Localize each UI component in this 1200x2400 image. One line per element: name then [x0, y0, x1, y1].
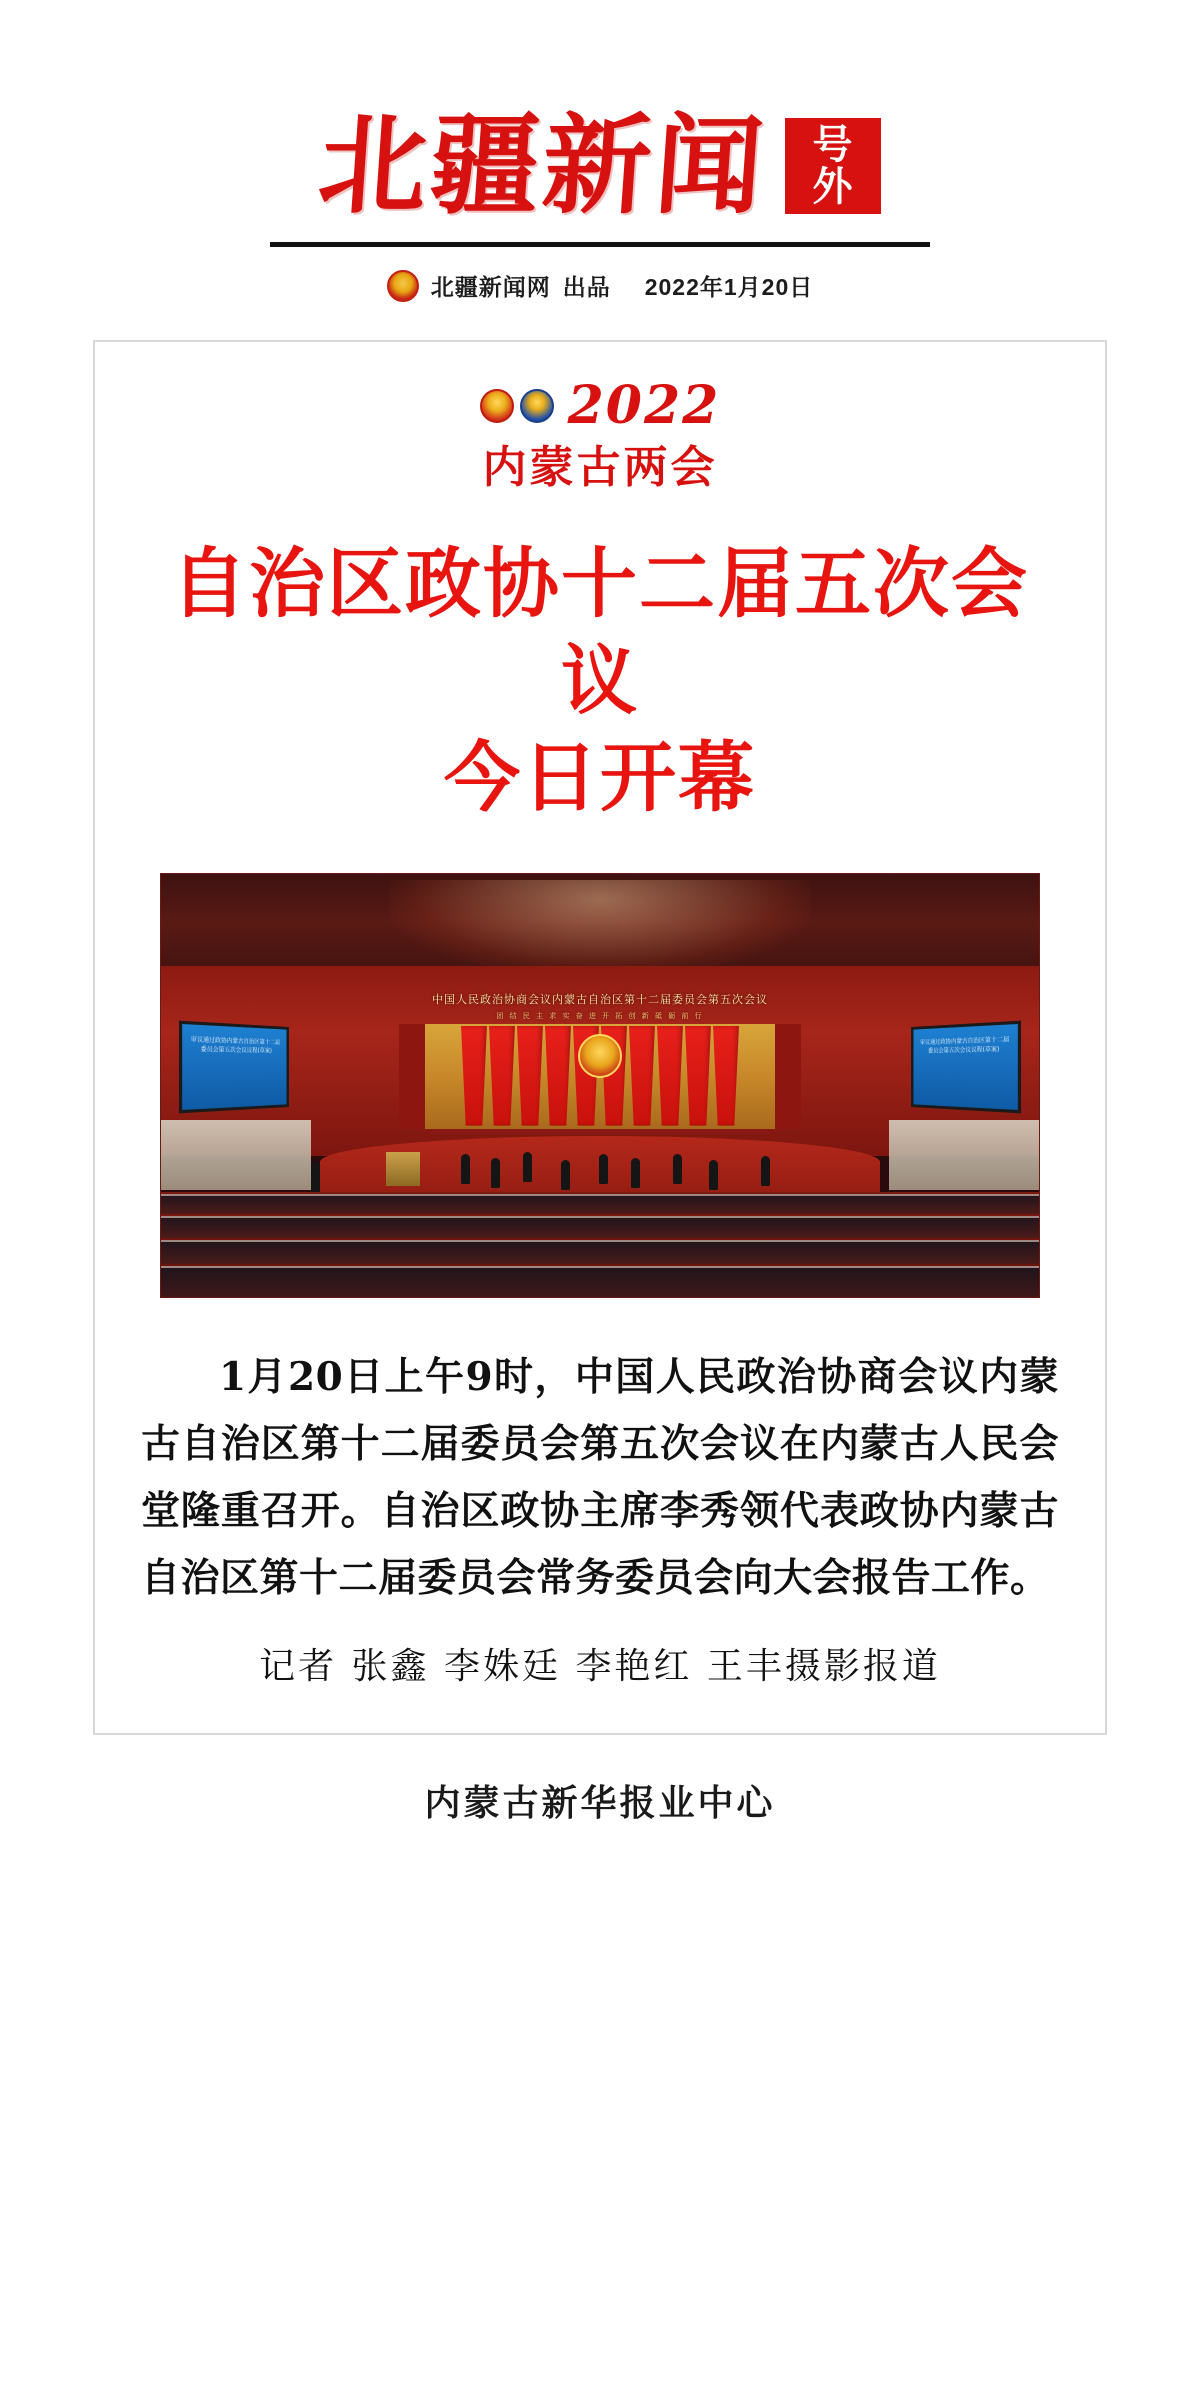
masthead-subline: [387, 269, 814, 302]
two-sessions-emblems: [480, 389, 554, 423]
footer-publisher: 内蒙古新华报业中心: [424, 1781, 776, 1824]
badge-line-2: 外: [812, 163, 854, 210]
conference-hall-photo: [160, 873, 1040, 1298]
masthead-date: 2022年1月20日: [644, 274, 814, 300]
masthead-produced-by: 出品: [562, 274, 611, 300]
year-row: [480, 375, 721, 436]
photo-stage-banner: [390, 992, 810, 1022]
badge-line-1: 号: [812, 121, 854, 168]
masthead-logo-row: [314, 103, 881, 229]
meeting-name: 内蒙古两会: [482, 442, 718, 493]
masthead-divider: [270, 242, 930, 247]
year-label: 2022: [567, 375, 721, 436]
photo-seat-rows: [161, 1192, 1039, 1298]
masthead-source: 北疆新闻网: [430, 274, 551, 300]
article-card: [93, 340, 1107, 1735]
extra-edition-badge: [785, 118, 881, 214]
masthead-title: 北疆新闻: [314, 103, 772, 229]
headline: [141, 535, 1059, 827]
headline-line-1: 自治区政协十二届五次会议: [171, 538, 1029, 726]
cppcc-emblem-icon: [520, 389, 554, 423]
article-body: 1月20日上午9时，中国人民政治协商会议内蒙古自治区第十二届委员会第五次会议在内蒙古人民会堂隆重召开。自治区政协主席李秀领代表政协内蒙古自治区第十二届委员会常务委员会向大会报告工作。: [141, 1353, 1059, 1601]
photo-right-screen: 审议通过政协内蒙古自治区第十二届委员会第五次会议议程(草案): [911, 1020, 1021, 1113]
photo-stage-emblem-icon: [578, 1034, 622, 1078]
photo-banner-sub: 团 结 民 主 求 实 奋 进 开 拓 创 新 砥 砺 前 行: [496, 1012, 704, 1021]
npc-emblem-icon: [480, 389, 514, 423]
photo-left-screen: 审议通过政协内蒙古自治区第十二届委员会第五次会议议程(草案): [179, 1020, 289, 1113]
article-byline: 记者 张鑫 李姝廷 李艳红 王丰摄影报道: [259, 1645, 941, 1687]
headline-line-2: 今日开幕: [444, 733, 756, 823]
photo-banner-main: 中国人民政治协商会议内蒙古自治区第十二届委员会第五次会议: [432, 992, 768, 1006]
masthead: [0, 0, 1200, 302]
national-emblem-icon: [387, 270, 419, 302]
